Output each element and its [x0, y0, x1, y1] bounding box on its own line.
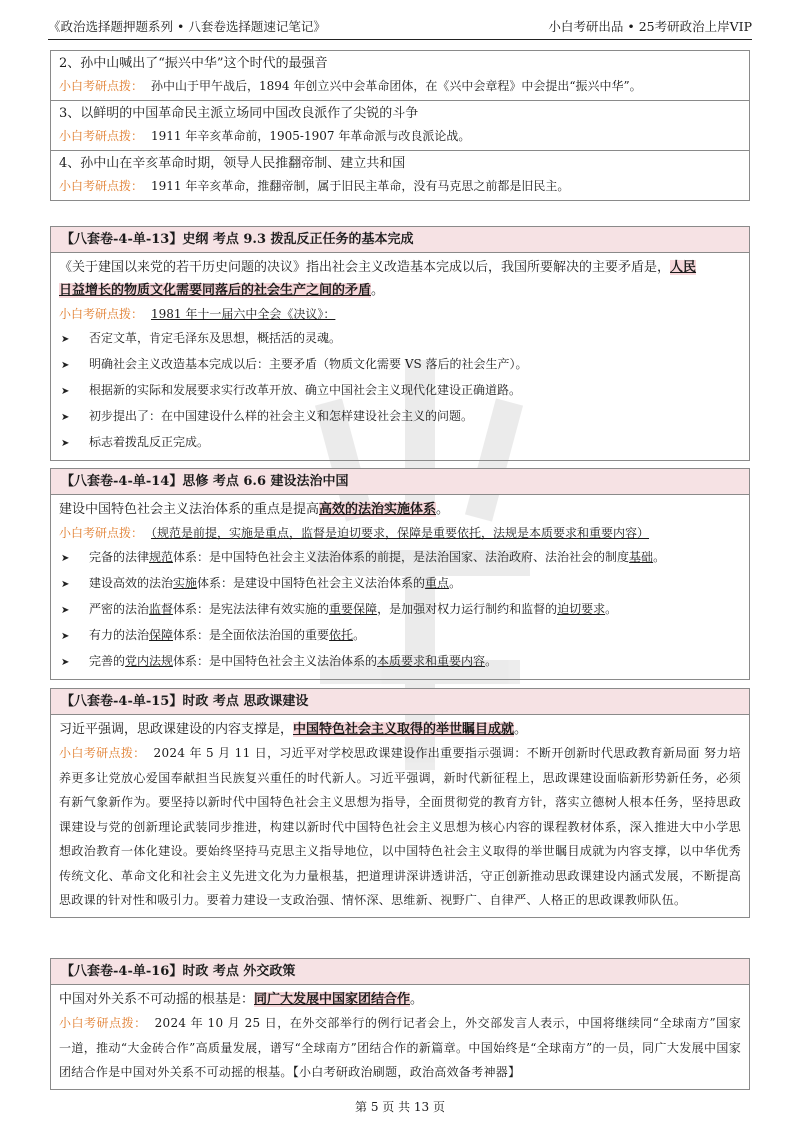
tip-text: 2024 年 10 月 25 日，在外交部举行的例行记者会上，外交部发言人表示，中国将继续同“全球南方”国家一道，推动“大金砖合作”高质量发展，谱写“全球南方”团结合作的新篇章。中国始终是“全球南方”的一员，同广大发展中国家团结合作是中国对外关系不可动摇的根基。【小白考研政治刷题，政治高效备考神器】 — [59, 1016, 741, 1079]
arrow-bullet-icon: ➤ — [61, 605, 70, 616]
tip-paragraph — [59, 1011, 741, 1085]
list-item: ➤ 建设高效的法治实施体系：是建设中国特色社会主义法治体系的重点。 — [59, 571, 741, 597]
question-block-13 — [50, 226, 750, 461]
arrow-bullet-icon: ➤ — [61, 438, 70, 449]
question-text: 2、孙中山喊出了“振兴中华”这个时代的最强音 — [59, 56, 328, 71]
page-number: 第 5 页 共 13 页 — [355, 1100, 445, 1114]
tip-label: 小白考研点拨： — [59, 79, 144, 93]
question-block-15 — [50, 688, 750, 918]
block-title: 【八套卷-4-单-15】时政 考点 思政课建设 — [51, 689, 749, 715]
list-item: ➤ 完善的党内法规体系：是中国特色社会主义法治体系的本质要求和重要内容。 — [59, 649, 741, 675]
question-row — [51, 51, 749, 101]
block-title: 【八套卷-4-单-14】思修 考点 6.6 建设法治中国 — [51, 469, 749, 495]
tip-text: 1911 年辛亥革命，推翻帝制，属于旧民主革命，没有马克思之前都是旧民主。 — [151, 179, 570, 193]
bullet-list — [59, 326, 741, 456]
list-item: ➤ 有力的法治保障体系：是全面依法治国的重要依托。 — [59, 623, 741, 649]
continued-question-block — [50, 50, 750, 201]
question-text: 3、以鲜明的中国革命民主派立场同中国改良派作了尖锐的斗争 — [59, 106, 419, 121]
answer-highlight: 高效的法治实施体系 — [319, 502, 437, 517]
arrow-bullet-icon: ➤ — [61, 386, 70, 397]
question-text: 4、孙中山在辛亥革命时期，领导人民推翻帝制、建立共和国 — [59, 156, 406, 171]
question-stem: 中国对外关系不可动摇的根基是：同广大发展中国家团结合作。 — [59, 992, 424, 1007]
list-item: ➤ 完备的法律规范体系：是中国特色社会主义法治体系的前提，是法治国家、法治政府、法治社会的制度基础。 — [59, 545, 741, 571]
answer-highlight: 中国特色社会主义取得的举世瞩目成就 — [293, 722, 515, 737]
tip-text: 1981 年十一届六中全会《决议》： — [151, 307, 336, 321]
block-title: 【八套卷-4-单-16】时政 考点 外交政策 — [51, 959, 749, 985]
block-title: 【八套卷-4-单-13】史纲 考点 9.3 拨乱反正任务的基本完成 — [51, 227, 749, 253]
header-right-brand: 小白考研出品 • 25考研政治上岸VIP — [548, 19, 752, 34]
tip-label: 小白考研点拨： — [59, 129, 144, 143]
answer-highlight: 日益增长的物质文化需要同落后的社会生产之间的矛盾 — [59, 283, 372, 298]
arrow-bullet-icon: ➤ — [61, 412, 70, 423]
arrow-bullet-icon: ➤ — [61, 553, 70, 564]
bullet-list — [59, 545, 741, 675]
question-stem: 建设中国特色社会主义法治体系的重点是提高高效的法治实施体系。 — [59, 502, 450, 517]
question-row — [51, 101, 749, 151]
question-row — [51, 151, 749, 200]
page-header — [48, 14, 752, 40]
tip-label: 小白考研点拨： — [59, 746, 146, 760]
question-stem: 《关于建国以来党的若干历史问题的决议》指出社会主义改造基本完成以后，我国所要解决的主要矛盾是，人民 日益增长的物质文化需要同落后的社会生产之间的矛盾。 — [59, 260, 697, 298]
list-item: ➤ 标志着拨乱反正完成。 — [59, 430, 741, 456]
tip-label: 小白考研点拨： — [59, 307, 144, 321]
tip-label: 小白考研点拨： — [59, 179, 144, 193]
arrow-bullet-icon: ➤ — [61, 631, 70, 642]
header-left-title: 《政治选择题押题系列 • 八套卷选择题速记笔记》 — [48, 19, 326, 34]
tip-paragraph — [59, 741, 741, 913]
arrow-bullet-icon: ➤ — [61, 334, 70, 345]
tip-label: 小白考研点拨： — [59, 526, 144, 540]
list-item: ➤ 否定文革，肯定毛泽东及思想，概括活的灵魂。 — [59, 326, 741, 352]
list-item: ➤ 严密的法治监督体系：是宪法法律有效实施的重要保障，是加强对权力运行制约和监督的迫切要求。 — [59, 597, 741, 623]
tip-label: 小白考研点拨： — [59, 1016, 147, 1030]
tip-text: 2024 年 5 月 11 日，习近平对学校思政课建设作出重要指示强调：不断开创新时代思政教育新局面 努力培养更多让党放心爱国奉献担当民族复兴重任的时代新人。习近平强调，新时代新征程上，思政课建设面临新形势新任务，必须有新气象新作为。要坚持以新时代中国特色社会主义思想为指导，全面贯彻党的教育方针，落实立德树人根本任务，坚持思政课建设与党的创新理论武装同步推进，构建以新时代中国特色社会主义思想为核心内容的课程教材体系，深入推进大中小学思想政治教育一体化建设。要始终坚持马克思主义指导地位，以中国特色社会主义取得的举世瞩目成就为内容支撑，以中华优秀传统文化、革命文化和社会主义先进文化为力量根基，把道理讲深讲透讲活，守正创新推动思政课建设内涵式发展，不断提高思政课的针对性和吸引力。要着力建设一支政治强、情怀深、思维新、视野广、自律严、人格正的思政课教师队伍。 — [59, 746, 741, 907]
arrow-bullet-icon: ➤ — [61, 579, 70, 590]
question-block-14 — [50, 468, 750, 680]
list-item: ➤ 明确社会主义改造基本完成以后：主要矛盾（物质文化需要 VS 落后的社会生产）。 — [59, 352, 741, 378]
arrow-bullet-icon: ➤ — [61, 360, 70, 371]
question-stem: 习近平强调，思政课建设的内容支撑是，中国特色社会主义取得的举世瞩目成就。 — [59, 722, 528, 737]
question-block-16 — [50, 958, 750, 1090]
tip-text: 孙中山于甲午战后，1894 年创立兴中会革命团体，在《兴中会章程》中会提出“振兴中华”。 — [151, 79, 642, 93]
list-item: ➤ 根据新的实际和发展要求实行改革开放、确立中国社会主义现代化建设正确道路。 — [59, 378, 741, 404]
answer-highlight: 同广大发展中国家团结合作 — [254, 992, 411, 1007]
tip-text: （规范是前提，实施是重点，监督是迫切要求，保障是重要依托，法规是本质要求和重要内容） — [151, 526, 650, 540]
list-item: ➤ 初步提出了：在中国建设什么样的社会主义和怎样建设社会主义的问题。 — [59, 404, 741, 430]
tip-text: 1911 年辛亥革命前，1905-1907 年革命派与改良派论战。 — [151, 129, 471, 143]
arrow-bullet-icon: ➤ — [61, 657, 70, 668]
answer-highlight: 人民 — [670, 260, 697, 275]
